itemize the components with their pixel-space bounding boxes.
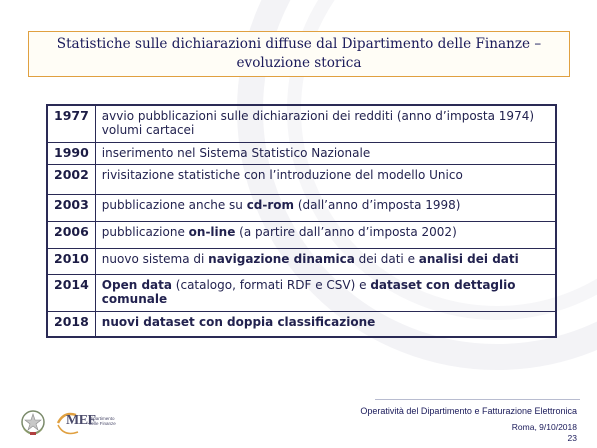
timeline-table-body: [47, 105, 556, 337]
timeline-year: 1990: [47, 142, 95, 164]
timeline-year: 2003: [47, 194, 95, 221]
timeline-table: [46, 104, 557, 338]
timeline-description: [95, 194, 556, 221]
timeline-description-text: dei dati e: [354, 251, 419, 266]
timeline-row: [47, 164, 556, 194]
timeline-description-bold-text: analisi dei dati: [418, 251, 519, 266]
timeline-row: [47, 221, 556, 248]
timeline-row: [47, 248, 556, 274]
timeline-description-bold-text: navigazione dinamica: [208, 251, 355, 266]
timeline-description-text: nuovo sistema di: [101, 251, 209, 266]
timeline-year: 2018: [47, 311, 95, 337]
timeline-description-text: inserimento nel Sistema Statistico Nazionale: [101, 145, 371, 160]
timeline-description-text: (catalogo, formati RDF e CSV) e: [171, 277, 371, 292]
timeline-description-text: (dall’anno d’imposta 1998): [294, 197, 461, 212]
timeline-description: [95, 164, 556, 194]
timeline-year: 1977: [47, 105, 95, 142]
italian-republic-emblem-icon: [20, 409, 46, 437]
mef-logo-subtitle: Dipartimento delle Finanze: [89, 416, 116, 426]
timeline-description: [95, 105, 556, 142]
timeline-year: 2014: [47, 274, 95, 311]
timeline-year: 2010: [47, 248, 95, 274]
timeline-description-text: avvio pubblicazioni sulle dichiarazioni dei redditi (anno d’imposta 1974) volumi cartacei: [101, 109, 535, 137]
timeline-description-bold-text: on-line: [188, 224, 236, 239]
timeline-row: [47, 311, 556, 337]
timeline-description-bold-text: nuovi dataset con doppia classificazione: [101, 314, 376, 329]
timeline-description-bold-text: dataset con dettaglio comunale: [101, 277, 516, 306]
footer-presentation-title: Operatività del Dipartimento e Fatturazione Elettronica: [360, 406, 577, 416]
timeline-description: [95, 274, 556, 311]
timeline-year: 2002: [47, 164, 95, 194]
timeline-description: [95, 221, 556, 248]
timeline-description: [95, 311, 556, 337]
footer-page-number: 23: [567, 433, 577, 443]
timeline-description: [95, 142, 556, 164]
timeline-description: [95, 248, 556, 274]
timeline-row: [47, 274, 556, 311]
footer-date: Roma, 9/10/2018: [511, 422, 577, 432]
timeline-description-bold-text: Open data: [101, 277, 172, 292]
timeline-description-text: pubblicazione anche su: [101, 197, 247, 212]
mef-logo-text: MEF: [66, 413, 96, 428]
footer-divider: [375, 399, 580, 400]
slide-title-text: Statistiche sulle dichiarazioni diffuse dal Dipartimento delle Finanze – evoluzione storica: [56, 36, 542, 71]
timeline-year: 2006: [47, 221, 95, 248]
timeline-row: [47, 105, 556, 142]
timeline-row: [47, 142, 556, 164]
timeline-description-bold-text: cd-rom: [246, 197, 295, 212]
timeline-description-text: rivisitazione statistiche con l’introduzione del modello Unico: [101, 167, 463, 182]
timeline-row: [47, 194, 556, 221]
timeline-description-text: (a partire dall’anno d’imposta 2002): [235, 224, 457, 239]
timeline-description-text: pubblicazione: [101, 224, 189, 239]
slide-title: [28, 31, 570, 77]
